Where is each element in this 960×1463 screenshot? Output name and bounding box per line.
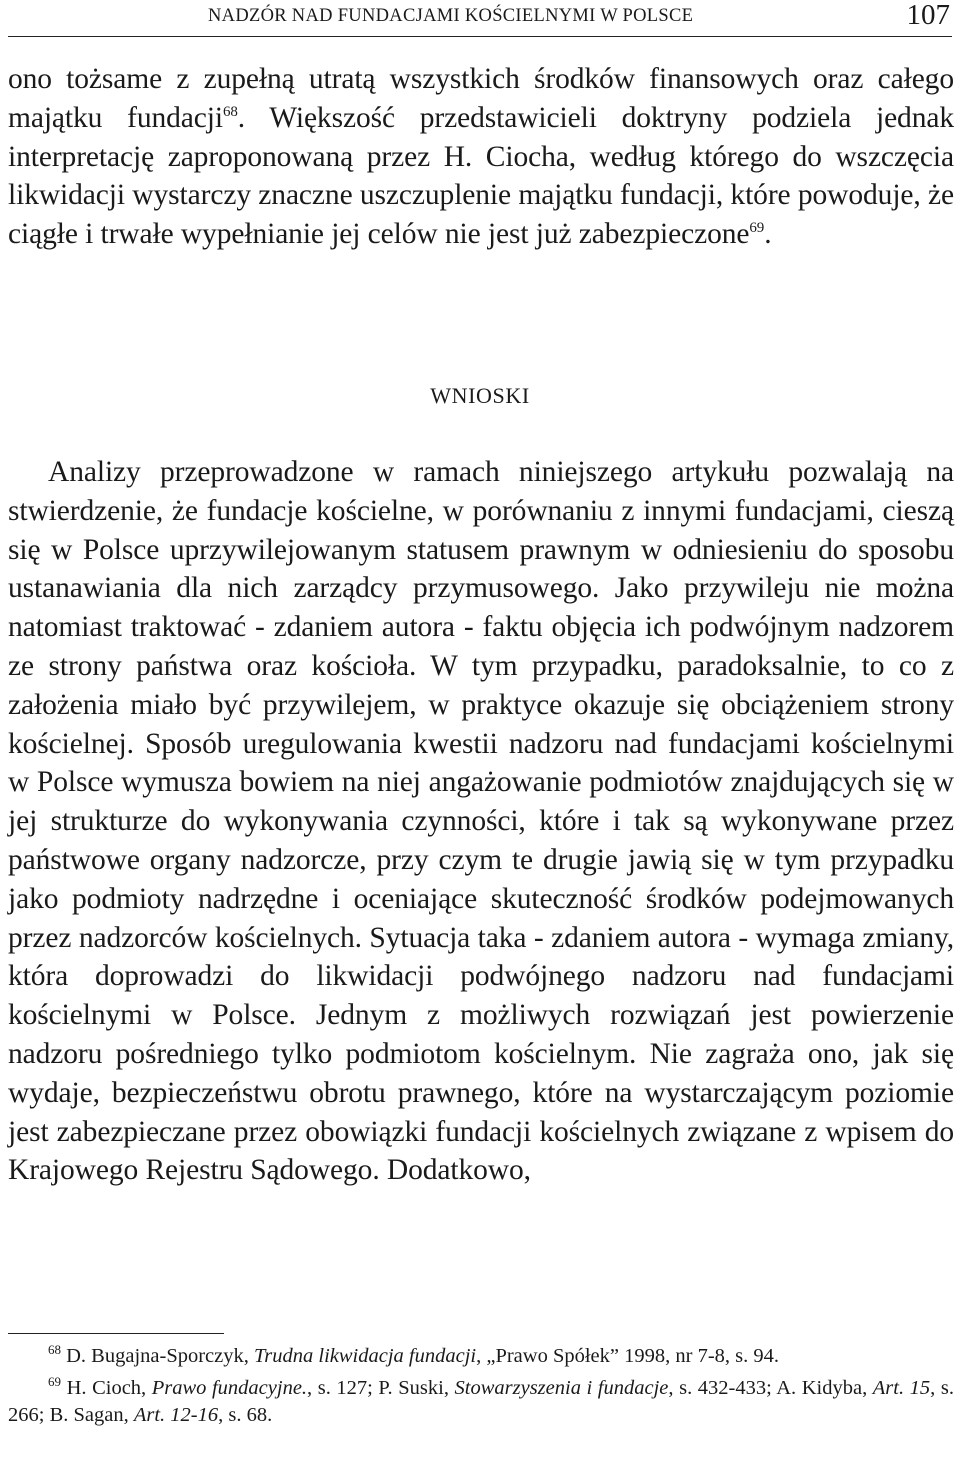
footnote-number: 69 [48, 1374, 61, 1390]
footnotes [8, 1343, 954, 1434]
footnote-text: , s. 266; B. Sagan, [8, 1377, 954, 1426]
footnote-title: Art. 12-16 [133, 1404, 219, 1426]
footnote-text: H. Cioch, [61, 1377, 152, 1399]
page-number: 107 [906, 0, 950, 31]
footnote-title: Trudna likwidacja fundacji [254, 1345, 477, 1367]
footnote-text: , s. 432-433; A. Kidyba, [668, 1377, 873, 1399]
footnote-number: 68 [48, 1342, 61, 1358]
footnote-ref-68[interactable]: 68 [222, 103, 238, 120]
footnote-text: , „Prawo Spółek” 1998, nr 7-8, s. 94. [476, 1345, 779, 1367]
running-header [8, 0, 952, 37]
footnote-title: Prawo fundacyjne. [151, 1377, 308, 1399]
footnote-text: , s. 127; P. Suski, [307, 1377, 455, 1399]
footnote-text: D. Bugajna-Sporczyk, [61, 1345, 254, 1367]
footnote-69 [8, 1375, 954, 1429]
paragraph1-text-c: . [764, 218, 772, 251]
footnote-title: Art. 15 [872, 1377, 931, 1399]
running-head-title: NADZÓR NAD FUNDACJAMI KOŚCIELNYMI W POLSCE [208, 6, 694, 26]
section-heading: WNIOSKI [430, 383, 530, 408]
footnote-separator [8, 1333, 224, 1334]
paragraph-continuation [8, 60, 954, 254]
footnote-68 [8, 1343, 954, 1370]
paragraph1-text-a: ono tożsame z zupełną utratą wszystkich środków finansowych oraz całego majątku fundacji [8, 63, 954, 134]
footnote-text: , s. 68. [218, 1404, 273, 1426]
paragraph1-text-b: . Większość przedstawicieli doktryny podziela jednak interpretację zaproponowaną przez H. Ciocha, według którego do wszczęcia likwidacji wystarczy znaczne uszczuplenie majątku fundacji, które powoduje, że ciągłe i trwałe wypełnianie jej celów nie jest już zabezpieczone [8, 101, 955, 251]
footnote-title: Stowarzyszenia i fundacje [454, 1377, 669, 1399]
footnote-ref-69[interactable]: 69 [749, 220, 765, 237]
conclusions-paragraph: Analizy przeprowadzone w ramach niniejszego artykułu pozwalają na stwierdzenie, że fundacje kościelne, w porównaniu z innymi fundacjami, cieszą się w Polsce uprzywilejowanym statusem prawnym w odniesieniu do sposobu ustanawiania dla nich zarządcy przymusowego. Jako przywileju nie można natomiast traktować - zdaniem autora - faktu objęcia ich podwójnym nadzorem ze strony państwa oraz kościoła. W tym przypadku, paradoksalnie, to co z założenia miało być przywilejem, w praktyce okazuje się obciążeniem strony kościelnej. Sposób uregulowania kwestii nadzoru nad fundacjami kościelnymi w Polsce wymusza bowiem na niej angażowanie podmiotów znajdujących się w jej strukturze do wykonywania czynności, które i tak są wykonywane przez państwowe organy nadzorcze, przy czym te drugie jawią się w tym przypadku jako podmioty nadrzędne i oceniające skuteczność środków podejmowanych przez nadzorców kościelnych. Sytuacja taka - zdaniem autora - wymaga zmiany, która doprowadzi do likwidacji podwójnego nadzoru nad fundacjami kościelnymi w Polsce. Jednym z możliwych rozwiązań jest powierzenie nadzoru pośredniego tylko podmiotom kościelnym. Nie zagraża ono, jak się wydaje, bezpieczeństwu obrotu prawnego, które na wystarczającym poziomie jest zabezpieczane przez obowiązki fundacji kościelnych związane z wpisem do Krajowego Rejestru Sądowego. Dodatkowo, [8, 456, 954, 1187]
